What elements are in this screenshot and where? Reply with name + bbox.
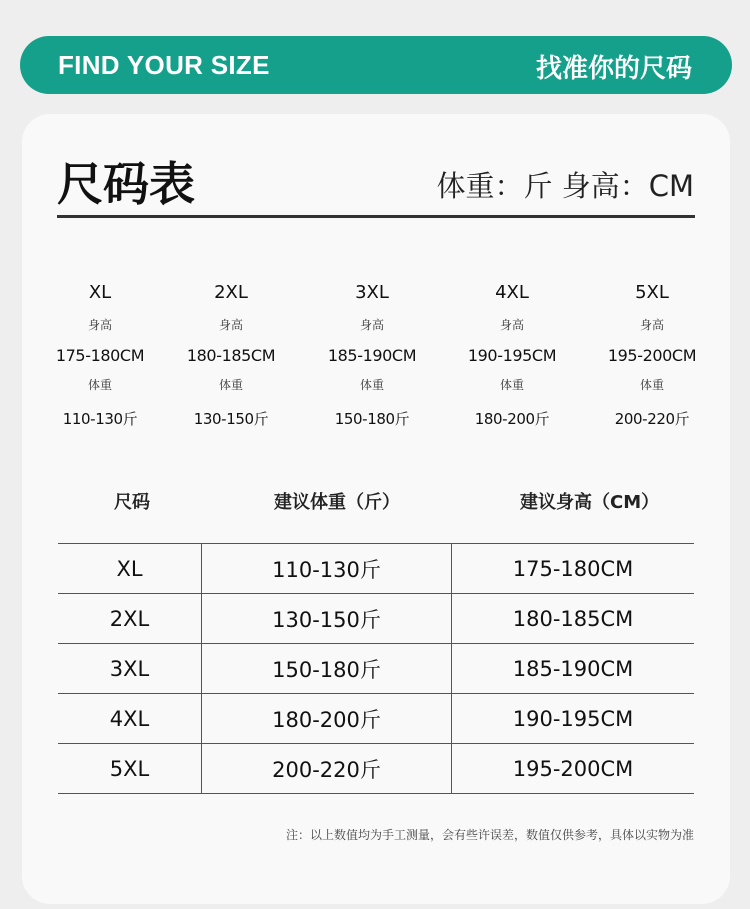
cell-weight: 180-200斤 [202,694,452,744]
height-range: 185-190CM [327,346,417,365]
weight-label: 体重 [639,378,664,392]
weight-label: 体重 [359,378,384,392]
header-banner [20,36,732,94]
size-label: 3XL [355,282,389,303]
weight-range: 150-180斤 [334,410,410,428]
weight-label: 体重 [87,378,112,392]
column-header-size: 尺码 [114,492,150,513]
cell-size: 3XL [58,644,202,694]
column-header-height: 建议身高（CM） [520,492,660,513]
cell-weight: 110-130斤 [202,544,452,594]
cell-size: 4XL [58,694,202,744]
cell-height: 190-195CM [452,694,695,744]
size-card-4xl [447,282,577,430]
table-row [58,594,694,644]
height-label: 身高 [218,318,243,332]
size-label: XL [88,282,112,303]
title-divider [57,215,695,218]
units-note: 体重：斤 身高：CM [436,169,694,203]
height-range: 195-200CM [607,346,697,365]
size-card-5xl [587,282,717,430]
size-card-2xl [166,282,296,430]
table-row [58,694,694,744]
height-range: 175-180CM [55,346,145,365]
weight-range: 110-130斤 [62,410,138,428]
height-label: 身高 [359,318,384,332]
height-label: 身高 [499,318,524,332]
height-label: 身高 [639,318,664,332]
banner-english-title: FIND YOUR SIZE [58,50,270,80]
cell-height: 175-180CM [452,544,695,594]
size-label: 4XL [495,282,529,303]
size-table [58,543,694,794]
height-range: 190-195CM [467,346,557,365]
cell-weight: 130-150斤 [202,594,452,644]
size-card-3xl [307,282,437,430]
table-row [58,544,694,594]
page-title: 尺码表 [57,157,195,211]
table-row [58,644,694,694]
cell-size: XL [58,544,202,594]
size-label: 2XL [214,282,248,303]
cell-size: 5XL [58,744,202,794]
weight-range: 180-200斤 [474,410,550,428]
banner-chinese-title: 找准你的尺码 [535,54,692,84]
cell-height: 180-185CM [452,594,695,644]
cell-weight: 150-180斤 [202,644,452,694]
cell-weight: 200-220斤 [202,744,452,794]
table-row [58,744,694,794]
weight-range: 130-150斤 [193,410,269,428]
height-label: 身高 [87,318,112,332]
size-label: 5XL [635,282,669,303]
cell-height: 195-200CM [452,744,695,794]
weight-label: 体重 [218,378,243,392]
cell-height: 185-190CM [452,644,695,694]
cell-size: 2XL [58,594,202,644]
column-header-weight: 建议体重（斤） [274,492,400,513]
disclaimer-note: 注：以上数值均为手工测量，会有些许误差，数值仅供参考，具体以实物为准 [285,828,694,842]
size-card-xl [35,282,165,430]
size-chart-card [22,114,730,904]
weight-label: 体重 [499,378,524,392]
height-range: 180-185CM [186,346,276,365]
weight-range: 200-220斤 [614,410,690,428]
